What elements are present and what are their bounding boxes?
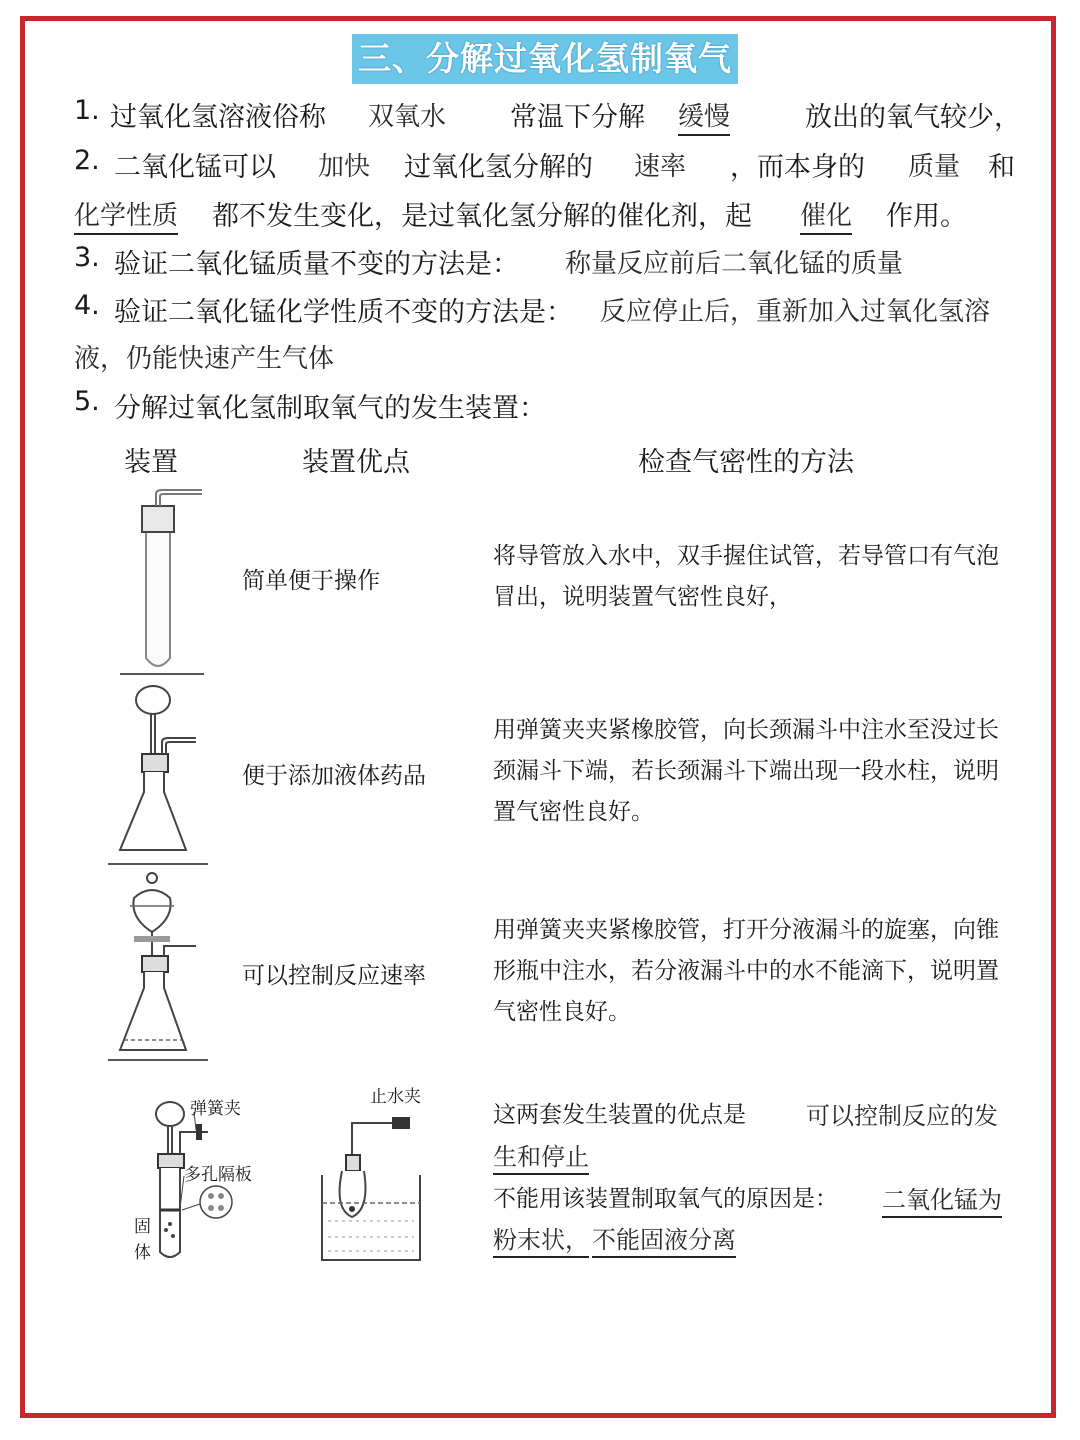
last-answer-1-line-1: 可以控制反应的发 <box>806 1102 998 1130</box>
item-1-text-b: 常温下分解 <box>510 102 645 133</box>
item-2-number: 2. <box>74 145 100 176</box>
item-5-text: 分解过氧化氢制取氧气的发生装置： <box>114 393 546 424</box>
last-answer-1-line-2: 生和停止 <box>493 1137 589 1175</box>
item-1-text-a: 过氧化氢溶液俗称 <box>110 102 326 133</box>
row-2-method: 用弹簧夹夹紧橡胶管，向长颈漏斗中注水至没过长颈漏斗下端，若长颈漏斗下端出现一段水柱，说明置气密性良好。 <box>493 717 999 825</box>
item-2-text-c: ，而本身的 <box>730 152 865 183</box>
last-answer-2-line-1: 二氧化锰为 <box>882 1180 1002 1218</box>
header-apparatus: 装置 <box>124 447 178 478</box>
item-2-text-d: 和 <box>988 152 1015 183</box>
item-2-text-b: 过氧化氢分解的 <box>404 152 593 183</box>
last-answer-2-line-2b: 不能固液分离 <box>592 1220 736 1258</box>
item-3-number: 3. <box>74 242 100 273</box>
row-1-advantage: 简单便于操作 <box>242 568 380 594</box>
item-4-answer-line-2: 液，仍能快速产生气体 <box>74 344 335 374</box>
item-2-answer-1: 加快 <box>318 152 371 182</box>
label-solid-1: 固 <box>134 1217 151 1237</box>
item-2-answer-3: 质量 <box>908 152 961 182</box>
section-title: 三、分解过氧化氢制氧气 <box>352 34 738 84</box>
item-3-text: 验证二氧化锰质量不变的方法是： <box>114 249 519 280</box>
test-tube-apparatus-image <box>112 488 212 678</box>
label-water-clip: 止水夹 <box>370 1087 421 1107</box>
last-question-2: 不能用该装置制取氧气的原因是： <box>493 1186 838 1212</box>
header-advantage: 装置优点 <box>302 447 410 478</box>
item-2-answer-4: 化学性质 <box>74 195 178 235</box>
item-4-text: 验证二氧化锰化学性质不变的方法是： <box>114 297 573 328</box>
row-3-method: 用弹簧夹夹紧橡胶管，打开分液漏斗的旋塞，向锥形瓶中注水，若分液漏斗中的水不能滴下，说明置气密性良好。 <box>493 917 999 1025</box>
item-1-text-c: 放出的氧气较少， <box>805 102 1021 133</box>
item-1-answer-1: 双氧水 <box>368 102 447 132</box>
item-2-text-f: 作用。 <box>886 201 967 232</box>
separatory-funnel-apparatus-image <box>108 870 208 1062</box>
label-porous-plate: 多孔隔板 <box>184 1165 252 1185</box>
long-neck-funnel-apparatus-image <box>108 682 208 868</box>
row-2-advantage: 便于添加液体药品 <box>242 763 426 789</box>
label-solid-2: 体 <box>134 1243 151 1263</box>
row-3-advantage: 可以控制反应速率 <box>242 963 426 989</box>
item-2-answer-2: 速率 <box>634 152 687 182</box>
item-4-number: 4. <box>74 290 100 321</box>
item-2-text-e: 都不发生变化，是过氧化氢分解的催化剂，起 <box>212 201 752 232</box>
item-4-answer-line-1: 反应停止后，重新加入过氧化氢溶 <box>600 297 991 327</box>
item-2-answer-5: 催化 <box>800 195 852 235</box>
item-3-answer: 称量反应前后二氧化锰的质量 <box>565 249 904 279</box>
last-answer-2-line-2a: 粉末状， <box>493 1220 589 1258</box>
label-spring-clip: 弹簧夹 <box>190 1099 241 1119</box>
header-airtightness-method: 检查气密性的方法 <box>638 447 854 478</box>
row-1-method: 将导管放入水中，双手握住试管，若导管口有气泡冒出，说明装置气密性良好， <box>493 543 999 610</box>
item-1-answer-2: 缓慢 <box>678 96 730 136</box>
item-1-number: 1. <box>74 95 100 126</box>
last-question-1: 这两套发生装置的优点是 <box>493 1102 746 1128</box>
item-5-number: 5. <box>74 386 100 417</box>
beaker-apparatus-image <box>312 1105 432 1265</box>
item-2-text-a: 二氧化锰可以 <box>114 152 276 183</box>
